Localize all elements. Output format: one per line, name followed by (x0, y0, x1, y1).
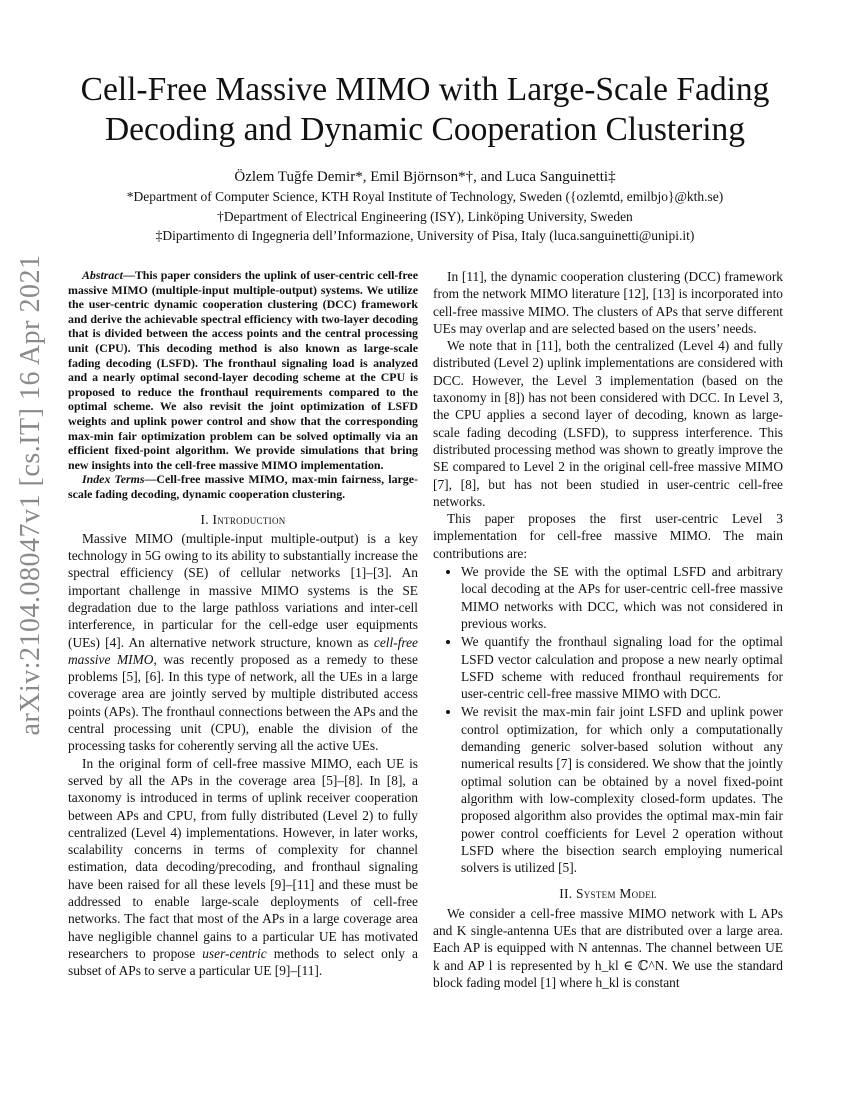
section-heading-system-model: II. System Model (559, 886, 657, 902)
right-column (433, 268, 783, 991)
author-list: Özlem Tuğfe Demir*, Emil Björnson*†, and Luca Sanguinetti‡ (234, 169, 616, 185)
abstract-label: Abstract (82, 268, 123, 282)
affiliations (40, 187, 810, 246)
affiliation-linkoping: †Department of Electrical Engineering (ISY), Linköping University, Sweden (217, 208, 633, 224)
affiliation-pisa: ‡Dipartimento di Ingegneria dell’Informazione, University of Pisa, Italy (luca.sanguinetti@unipi.it) (155, 228, 695, 243)
arxiv-sidebar (6, 254, 56, 736)
index-terms (68, 472, 418, 501)
intro-paragraph-1: Massive MIMO (multiple-input multiple-output) is a key technology in 5G owing to its ability to substantially increase the spectral efficiency (SE) of cellular networks [1]–[3]. An important challenge in massive MIMO systems is the SE degradation due to the large pathloss variations and inter-cell interference, in particular for the cell-edge user equipments (UEs) [4]. An alternative network structure, known as cell-free massive MIMO, was recently proposed as a remedy to these problems [5], [6]. In this type of network, all the UEs in a large coverage area are jointly served by multiple distributed access points (APs). The fronthaul connections between the APs and the central processing unit (CPU), enable the division of the processing tasks for coherently serving all the active UEs. (68, 530, 418, 754)
left-column (68, 268, 418, 980)
list-item: • We revisit the max-min fair joint LSFD and uplink power control optimization, for which only a computationally demanding generic solver-based solution without any numerical results [7] is considered. We show that the jointly optimal solution can be obtained by a novel fixed-point algorithm with low-complexity closed-form updates. The proposed algorithm also provides the optimal max-min fair power control coefficients for Level 2 operation without LSFD where the bisection search employing numerical solvers is utilized [5]. (461, 703, 783, 876)
abstract (68, 268, 418, 472)
paper-title (40, 70, 810, 150)
index-terms-text: —Cell-free massive MIMO, max-min fairness, large-scale fading decoding, dynamic cooperation clustering. (68, 472, 418, 501)
user-centric-term: user-centric (202, 945, 267, 961)
list-item: • We quantify the fronthaul signaling load for the optimal LSFD vector calculation and propose a new nearly optimal LSFD scheme with reduced fronthaul requirements for user-centric cell-free massive MIMO with DCC. (461, 633, 783, 702)
intro-paragraph-5: This paper proposes the first user-centric Level 3 implementation for cell-free massive MIMO. The main contributions are: (433, 511, 783, 561)
title-line-1: Cell-Free Massive MIMO with Large-Scale Fading (80, 71, 770, 108)
intro-paragraph-3: In [11], the dynamic cooperation clustering (DCC) framework from the network MIMO literature [12], [13] is incorporated into cell-free massive MIMO. The clusters of APs that serve different UEs may overlap and are selected based on the users’ needs. (433, 269, 783, 336)
intro-paragraph-2: In the original form of cell-free massive MIMO, each UE is served by all the APs in the coverage area [5]–[8]. In [8], a taxonomy is introduced in terms of uplink receiver cooperation between APs and CPU, from fully distributed (Level 2) to fully centralized (Level 4) implementations. However, in later works, scalability concerns in terms of complexity for channel estimation, data decoding/precoding, and fronthaul signaling have been raised for all these levels [9]–[11] and these must be addressed to enable large-scale deployments of cell-free networks. The fact that most of the APs in a large coverage area have negligible channel gains to a particular UE has motivated researchers to propose user-centric methods to select only a subset of APs to serve a particular UE [9]–[11]. (68, 755, 418, 979)
index-terms-label: Index Terms (82, 472, 145, 487)
abstract-text: —This paper considers the uplink of user-centric cell-free massive MIMO (multiple-input multiple-output) systems. We utilize the user-centric dynamic cooperation clustering (DCC) framework and derive the achievable spectral efficiency with two-layer decoding that is divided between the access points and the central processing unit (CPU). This decoding method is also known as large-scale fading decoding (LSFD). The fronthaul signaling load is analyzed and a nearly optimal second-layer decoding scheme at the CPU is proposed to reduce the fronthaul requirements compared to the optimal scheme. We also revisit the joint optimization of LSFD weights and uplink power control and show that the corresponding max-min fair optimization problem can be solved optimally via an efficient fixed-point algorithm. We provide simulations that bring new insights into the cell-free massive MIMO implementation. (68, 268, 418, 472)
arxiv-identifier: arXiv:2104.08047v1 [cs.IT] 16 Apr 2021 (15, 254, 46, 736)
affiliation-kth: *Department of Computer Science, KTH Royal Institute of Technology, Sweden ({ozlemtd, emilbjo}@kth.se) (126, 189, 724, 204)
cell-free-term: cell-free massive MIMO (68, 634, 418, 667)
contributions-list (433, 563, 783, 876)
intro-paragraph-4: We note that in [11], both the centralized (Level 4) and fully distributed (Level 2) uplink implementations are considered with DCC. However, the Level 3 implementation (based on the taxonomy in [8]) has not been considered with DCC. In Level 3, the CPU applies a second layer of decoding, known as large-scale fading decoding (LSFD), to suppress interference. This distributed processing method was shown to greatly improve the SE compared to Level 2 in the original cell-free massive MIMO [7], [8], but has not been studied in user-centric cell-free networks. (433, 338, 783, 509)
section-heading-introduction: I. Introduction (200, 511, 286, 527)
system-model-paragraph-1: We consider a cell-free massive MIMO network with L APs and K single-antenna UEs that are distributed over a large area. Each AP is equipped with N antennas. The channel between UE k and AP l is represented by h_kl ∈ ℂ^N. We use the standard block fading model [1] where h_kl is constant (433, 905, 783, 990)
list-item: • We provide the SE with the optimal LSFD and arbitrary local decoding at the APs for user-centric cell-free massive MIMO networks with DCC, which was not considered in previous works. (461, 563, 783, 632)
title-line-2: Decoding and Dynamic Cooperation Clustering (104, 111, 746, 148)
